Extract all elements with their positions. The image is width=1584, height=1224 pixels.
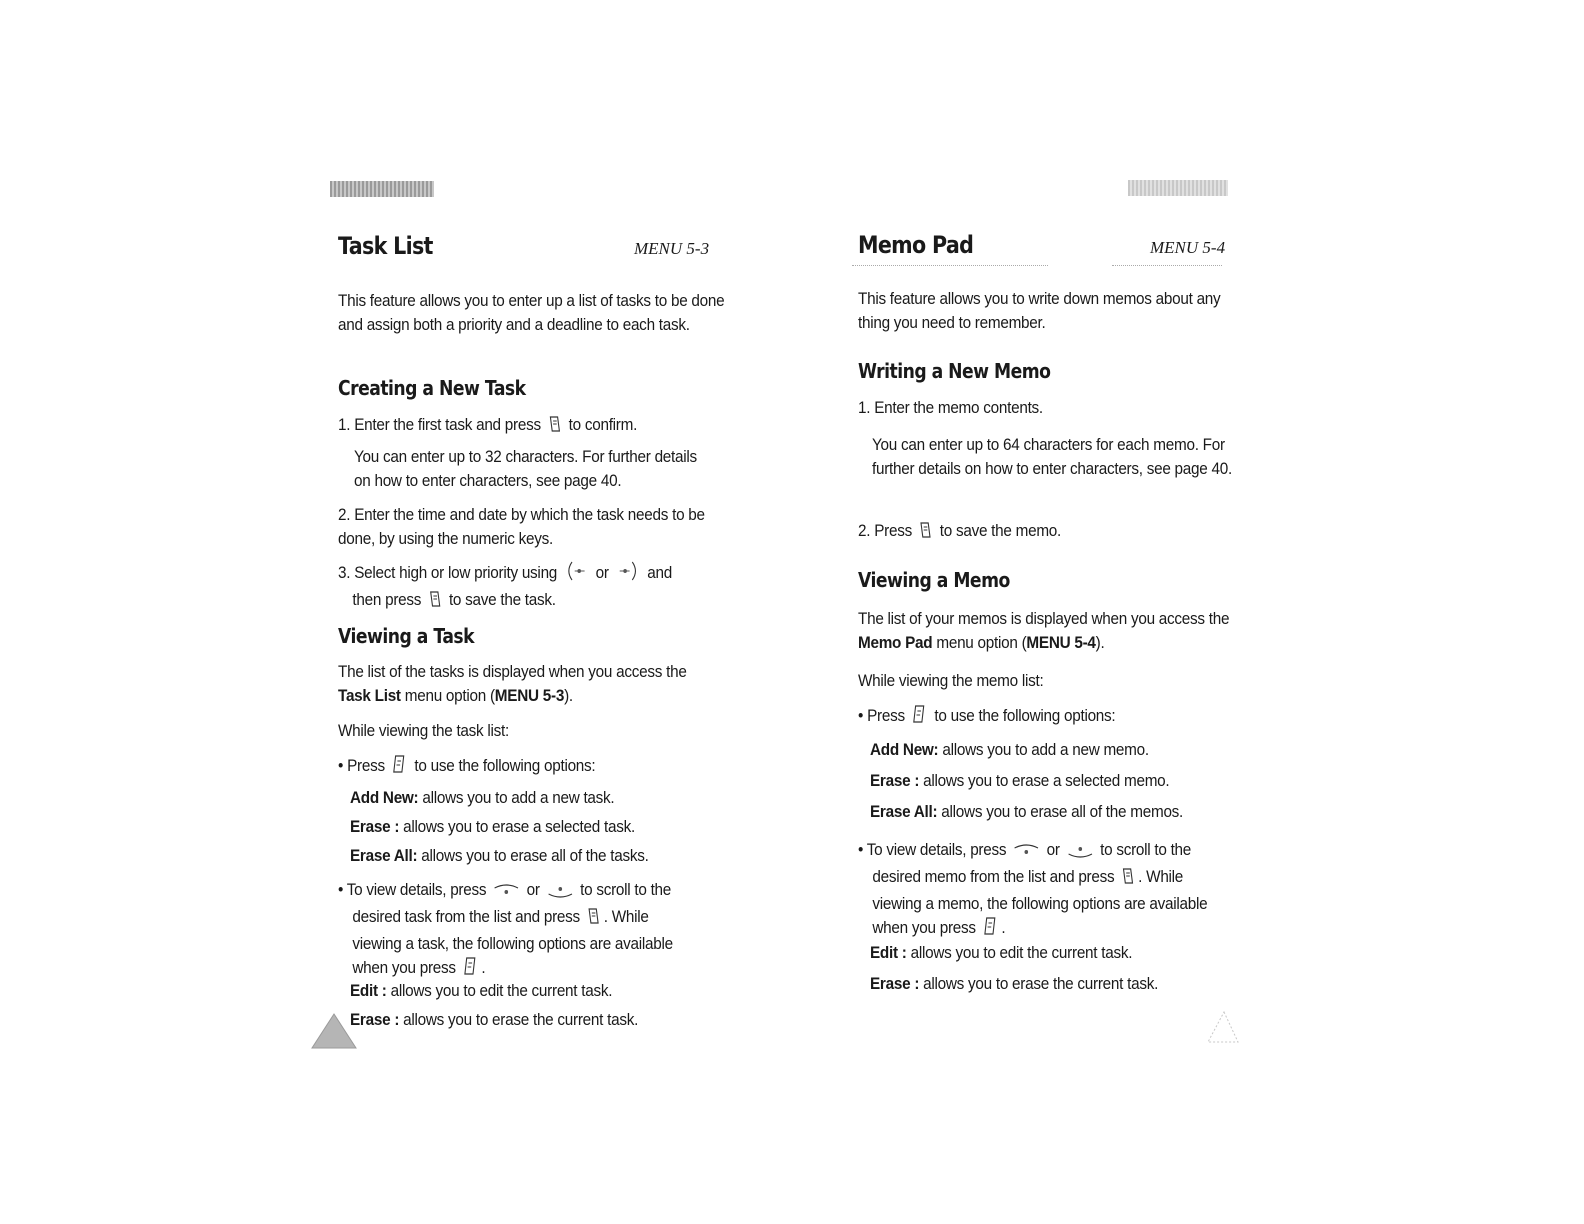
step-1: 1. Enter the memo contents. — [858, 398, 1043, 417]
option-erase-current: Erase : allows you to erase the current task. — [870, 974, 1159, 993]
menu-reference: MENU 5-3 — [634, 239, 710, 258]
page-corner-triangle-faint — [1204, 1010, 1240, 1046]
step-3: 3. Select high or low priority using or and then press to save the task. — [338, 561, 725, 615]
bullet-press-options: • Press to use the following options: — [858, 704, 1245, 731]
left-nav-key-icon — [565, 561, 588, 588]
step-1-note: You can enter up to 32 characters. For further details on how to enter characters, see page 40. — [354, 447, 697, 490]
title-underline-dots — [852, 265, 1048, 267]
section-heading-viewing: Viewing a Memo — [858, 568, 1010, 592]
step-1: 1. Enter the first task and press to confirm. — [338, 413, 725, 440]
menu-key-icon — [983, 916, 997, 943]
bullet-press-options: • Press to use the following options: — [338, 754, 725, 781]
ok-key-icon — [920, 521, 933, 546]
ok-key-icon — [429, 590, 442, 615]
option-erase-all: Erase All: allows you to erase all of the memos. — [870, 802, 1184, 821]
option-edit: Edit : allows you to edit the current task. — [350, 981, 613, 1000]
menu-key-icon — [392, 754, 406, 781]
right-header-banner — [1128, 180, 1228, 196]
view-intro: The list of your memos is displayed when you access the Memo Pad menu option (MENU 5-4). — [858, 609, 1230, 652]
ok-key-icon — [1122, 867, 1135, 892]
up-nav-key-icon — [494, 881, 519, 905]
option-edit: Edit : allows you to edit the current task. — [870, 943, 1133, 962]
down-nav-key-icon — [1067, 841, 1092, 865]
option-erase: Erase : allows you to erase a selected task. — [350, 817, 635, 836]
section-heading-creating: Creating a New Task — [338, 376, 526, 400]
step-2: 2. Enter the time and date by which the task needs to be done, by using the numeric keys. — [338, 505, 705, 548]
up-nav-key-icon — [1014, 841, 1039, 865]
page-corner-triangle — [310, 1012, 358, 1050]
option-add-new: Add New: allows you to add a new task. — [350, 788, 615, 807]
page-title: Memo Pad — [858, 231, 974, 259]
option-erase: Erase : allows you to erase a selected memo. — [870, 771, 1170, 790]
option-erase-all: Erase All: allows you to erase all of the tasks. — [350, 846, 649, 865]
option-add-new: Add New: allows you to add a new memo. — [870, 740, 1149, 759]
ok-key-icon — [548, 415, 561, 440]
section-heading-writing: Writing a New Memo — [858, 359, 1051, 383]
section-heading-viewing: Viewing a Task — [338, 624, 475, 648]
menu-reference: MENU 5-4 — [1150, 238, 1226, 257]
intro-paragraph: This feature allows you to write down memos about any thing you need to remember. — [858, 289, 1221, 332]
while-viewing-text: While viewing the task list: — [338, 721, 510, 740]
title-underline-dots-2 — [1112, 265, 1222, 267]
page-title: Task List — [338, 232, 433, 260]
menu-key-icon — [912, 704, 926, 731]
view-intro: The list of the tasks is displayed when you access the Task List menu option (MENU 5-3). — [338, 662, 687, 705]
step-1-note: You can enter up to 64 characters for each memo. For further details on how to enter characters, see page 40. — [872, 435, 1232, 478]
intro-paragraph: This feature allows you to enter up a list of tasks to be done and assign both a priority and a deadline to each task. — [338, 291, 725, 334]
option-erase-current: Erase : allows you to erase the current task. — [350, 1010, 639, 1029]
step-2: 2. Press to save the memo. — [858, 519, 1245, 546]
while-viewing-text: While viewing the memo list: — [858, 671, 1044, 690]
bullet-view-details: • To view details, press or to scroll to the desired task from the list and press . While viewing a task, the following options are available when you press . — [338, 878, 725, 983]
bullet-view-details: • To view details, press or to scroll to the desired memo from the list and press . While viewing a memo, the following options are available when you press . — [858, 838, 1245, 943]
right-nav-key-icon — [616, 561, 639, 588]
ok-key-icon — [588, 907, 601, 932]
down-nav-key-icon — [547, 881, 572, 905]
left-header-banner — [330, 181, 434, 197]
